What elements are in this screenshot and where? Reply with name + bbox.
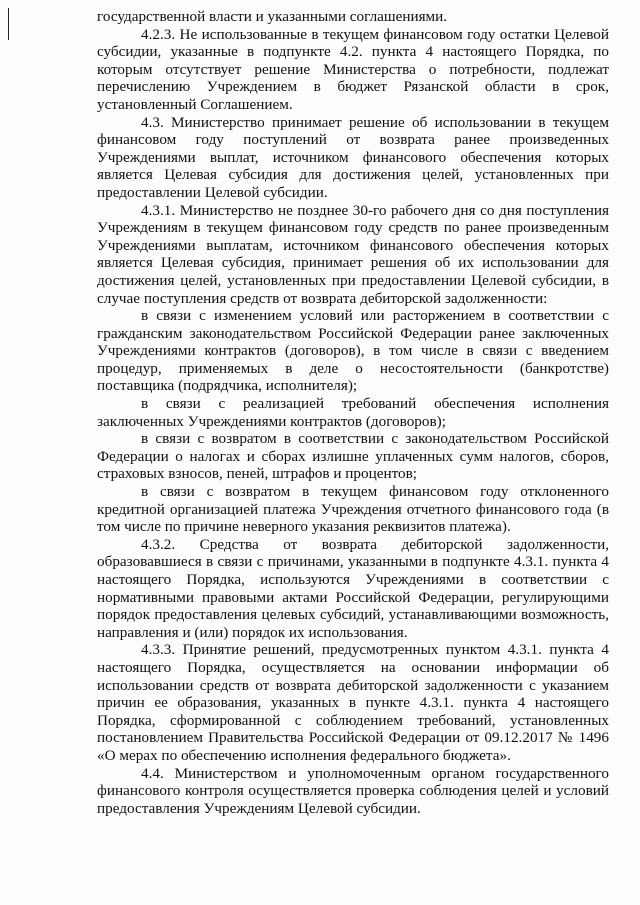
list-item-rejected-payment: в связи с возвратом в текущем финансовом году отклоненного кредитной организацией платежа Учреждения отчетного финансового года (в том числе по причине неверного указания реквизитов платежа). [97, 483, 609, 536]
paragraph-4-3-2: 4.3.2. Средства от возврата дебиторской задолженности, образовавшиеся в связи с причинами, указанными в подпункте 4.3.1. пункта 4 настоящего Порядка, используются Учреждениями в соответствии с нормативными правовыми актами Российской Федерации, регулирующими порядок предоставления целевых субсидий, устанавливающими возможность, направления и (или) порядок их использования. [97, 535, 609, 641]
paragraph-4-3: 4.3. Министерство принимает решение об использовании в текущем финансовом году поступлений от возврата ранее произведенных Учреждениями выплат, источником финансового обеспечения которых является Целевая субсидия для достижения целей, установленных при предоставлении Целевой субсидии. [97, 113, 609, 201]
document-body [97, 8, 609, 817]
paragraph-4-3-3: 4.3.3. Принятие решений, предусмотренных пунктом 4.3.1. пункта 4 настоящего Порядка, осуществляется на основании информации об использовании средств от возврата дебиторской задолженности с указанием причин ее образования, указанных в пункте 4.3.1. пункта 4 настоящего Порядка, сформированной с соблюдением требований, установленных постановлением Правительства Российской Федерации от 09.12.2017 № 1496 «О мерах по обеспечению исполнения федерального бюджета». [97, 641, 609, 764]
scan-margin-line [8, 8, 9, 40]
list-item-tax-refund: в связи с возвратом в соответствии с законодательством Российской Федерации о налогах и сборах излишне уплаченных сумм налогов, сборов, страховых взносов, пеней, штрафов и процентов; [97, 430, 609, 483]
list-item-contract-security: в связи с реализацией требований обеспечения исполнения заключенных Учреждениями контрактов (договоров); [97, 395, 609, 430]
paragraph-4-4: 4.4. Министерством и уполномоченным органом государственного финансового контроля осуществляется проверка соблюдения целей и условий предоставления Учреждениям Целевой субсидии. [97, 764, 609, 817]
paragraph-4-3-1: 4.3.1. Министерство не позднее 30-го рабочего дня со дня поступления Учреждениям в текущем финансовом году средств по ранее произведенным Учреждениями выплатам, источником финансового обеспечения которых является Целевая субсидия, принимает решения об их использовании для достижения целей, установленных при предоставлении Целевой субсидии, в случае поступления средств от возврата дебиторской задолженности: [97, 201, 609, 307]
paragraph-continuation: государственной власти и указанными соглашениями. [97, 8, 448, 25]
list-item-contract-change: в связи с изменением условий или расторжением в соответствии с гражданским законодательством Российской Федерации ранее заключенных Учреждениями контрактов (договоров), в том числе в связи с введением процедур, применяемых в деле о несостоятельности (банкротстве) поставщика (подрядчика, исполнителя); [97, 307, 609, 395]
paragraph-4-2-3: 4.2.3. Не использованные в текущем финансовом году остатки Целевой субсидии, указанные в подпункте 4.2. пункта 4 настоящего Порядка, по которым отсутствует решение Министерства о потребности, подлежат перечислению Учреждением в бюджет Рязанской области в срок, установленный Соглашением. [97, 25, 609, 113]
